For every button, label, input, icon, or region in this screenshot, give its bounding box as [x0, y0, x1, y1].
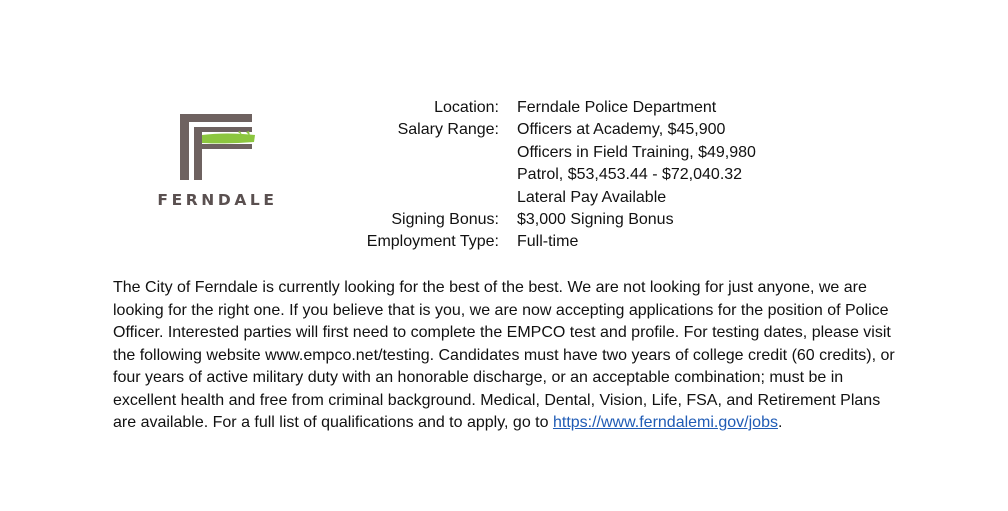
logo-f-left-bar	[180, 114, 189, 180]
link-suffix: .	[777, 414, 783, 431]
detail-value: Officers at Academy, $45,900	[517, 121, 726, 139]
detail-value: $3,000 Signing Bonus	[517, 211, 674, 229]
detail-location	[320, 97, 860, 119]
detail-value: Full-time	[517, 233, 579, 251]
jobs-link[interactable]: https://www.ferndalemi.gov/jobs	[552, 414, 778, 431]
detail-value: Lateral Pay Available	[517, 188, 667, 206]
logo-f-inner-top-bar	[194, 127, 252, 132]
logo-wordmark: FERNDALE	[157, 191, 278, 209]
logo-f-top-bar	[180, 114, 252, 122]
ferndale-logo	[140, 114, 295, 212]
logo-green-stroke	[202, 134, 255, 144]
logo-f-inner-left-bar	[194, 127, 202, 180]
detail-employment-type	[320, 231, 860, 253]
logo-f-middle-bar	[202, 144, 252, 149]
job-details	[320, 97, 860, 254]
detail-label: Signing Bonus:	[391, 211, 499, 229]
detail-salary-range	[320, 119, 860, 209]
detail-label: Salary Range:	[397, 121, 499, 139]
detail-value: Officers in Field Training, $49,980	[517, 143, 756, 161]
detail-label: Location:	[434, 99, 499, 116]
detail-label: Employment Type:	[366, 233, 499, 251]
detail-value: Ferndale Police Department	[517, 99, 717, 116]
detail-value: Patrol, $53,453.44 - $72,040.32	[517, 166, 743, 184]
ferndale-f-mark-icon	[180, 114, 258, 180]
description-text: The City of Ferndale is currently looking for the best of the best. We are not looking for just anyone, we are looking for the right one. If you believe that is you, we are now accepting applications for the position of Police Officer. Interested parties will first need to complete the EMPCO test and profile. For testing dates, please visit the following website www.empco.net/testing. Candidates must have two years of college credit (60 credits), or four years of active military duty with an honorable discharge, or an acceptable combination; must be in excellent health and free from criminal background. Medical, Dental, Vision, Life, FSA, and Retirement Plans are available. For a full list of qualifications and to apply, go to	[113, 279, 895, 431]
detail-signing-bonus	[320, 209, 860, 231]
job-description	[113, 277, 898, 435]
